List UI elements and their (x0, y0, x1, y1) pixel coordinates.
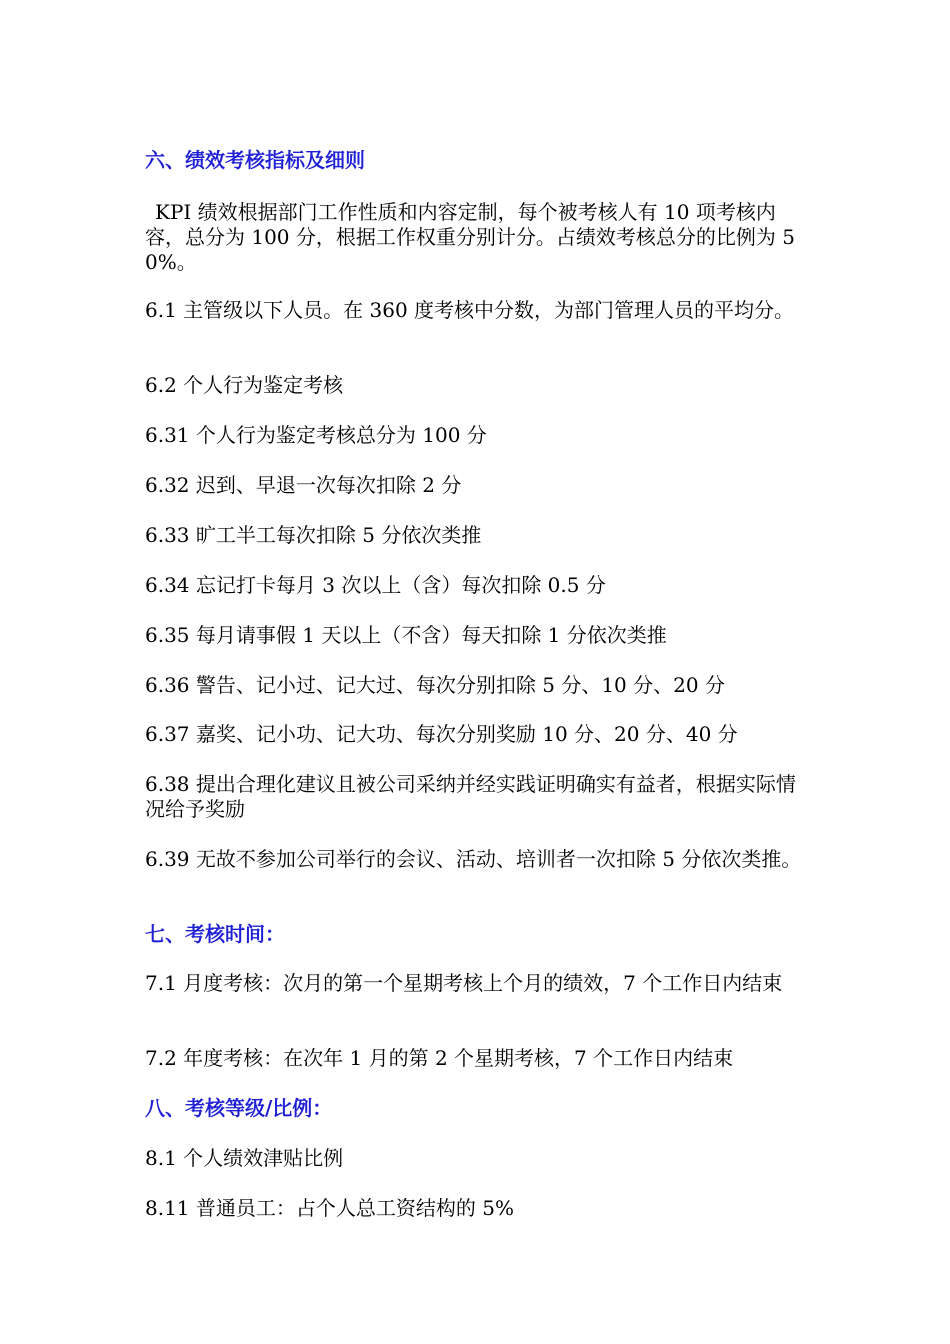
paragraph-6-31: 6.31 个人行为鉴定考核总分为 100 分 (145, 423, 487, 447)
paragraph-7-1: 7.1 月度考核：次月的第一个星期考核上个月的绩效，7 个工作日内结束 (145, 971, 783, 995)
paragraph-6-36: 6.36 警告、记小过、记大过、每次分别扣除 5 分、10 分、20 分 (145, 673, 725, 697)
paragraph-6-39: 6.39 无故不参加公司举行的会议、活动、培训者一次扣除 5 分依次类推。 (145, 847, 802, 871)
section-heading-8: 八、考核等级/比例： (145, 1096, 333, 1120)
paragraph-6-32: 6.32 迟到、早退一次每次扣除 2 分 (145, 473, 462, 497)
paragraph-6-35: 6.35 每月请事假 1 天以上（不含）每天扣除 1 分依次类推 (145, 623, 667, 647)
paragraph-6-2: 6.2 个人行为鉴定考核 (145, 373, 344, 397)
paragraph-6-37: 6.37 嘉奖、记小功、记大功、每次分别奖励 10 分、20 分、40 分 (145, 722, 738, 746)
paragraph-7-2: 7.2 年度考核：在次年 1 月的第 2 个星期考核，7 个工作日内结束 (145, 1046, 734, 1070)
intro-paragraph: KPI 绩效根据部门工作性质和内容定制，每个被考核人有 10 项考核内容，总分为 100 分，根据工作权重分别计分。占绩效考核总分的比例为 50%。 (145, 200, 795, 274)
paragraph-8-11: 8.11 普通员工：占个人总工资结构的 5% (145, 1196, 514, 1220)
paragraph-6-38: 6.38 提出合理化建议且被公司采纳并经实践证明确实有益者，根据实际情况给予奖励 (145, 772, 796, 821)
section-heading-6: 六、绩效考核指标及细则 (145, 148, 365, 172)
paragraph-6-34: 6.34 忘记打卡每月 3 次以上（含）每次扣除 0.5 分 (145, 573, 606, 597)
paragraph-8-1: 8.1 个人绩效津贴比例 (145, 1146, 344, 1170)
section-heading-7: 七、考核时间： (145, 922, 285, 946)
paragraph-6-33: 6.33 旷工半工每次扣除 5 分依次类推 (145, 523, 482, 547)
paragraph-6-1: 6.1 主管级以下人员。在 360 度考核中分数，为部门管理人员的平均分。 (145, 298, 795, 322)
